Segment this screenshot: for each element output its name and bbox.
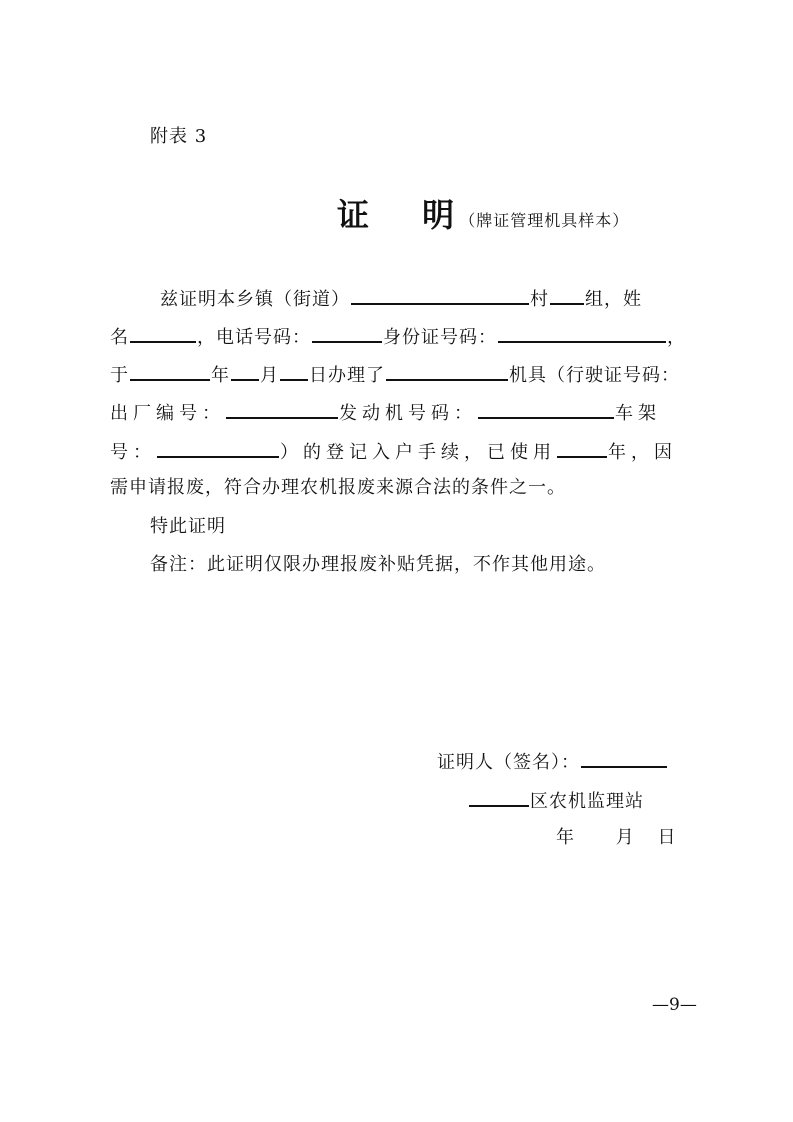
station-line <box>468 787 644 814</box>
date-line <box>556 826 676 850</box>
street-blank <box>351 285 529 305</box>
special-statement: 特此证明 <box>150 516 226 537</box>
group-blank <box>550 285 584 305</box>
signature-blank <box>581 748 667 768</box>
date-month: 月 <box>615 827 635 848</box>
name-blank <box>130 323 196 343</box>
machine-blank <box>386 361 508 381</box>
title-subtitle: （牌证管理机具样本） <box>459 211 630 230</box>
year-blank <box>130 361 210 381</box>
document-title <box>337 190 629 236</box>
title-char-2: 明 <box>422 196 455 234</box>
certifier-label: 证明人（签名）： <box>437 752 580 773</box>
factory-number-blank <box>226 399 338 419</box>
month-blank <box>231 361 259 381</box>
title-char-1: 证 <box>337 196 370 234</box>
body-line-1: 兹证明本乡镇（街道） 村 组，姓 <box>160 285 642 312</box>
day-blank <box>280 361 308 381</box>
date-year: 年 <box>556 827 575 848</box>
appendix-label: 附表 3 <box>150 126 208 147</box>
body-line-4: 出厂编号： 发动机号码： 车架 <box>110 399 661 426</box>
body-line-2: 名 ，电话号码： 身份证号码： ， <box>110 323 686 350</box>
date-day: 日 <box>657 827 677 848</box>
certifier-line <box>437 748 668 775</box>
station-label: 区农机监理站 <box>530 791 644 812</box>
body-line-5: 号： ）的登记入户手续，已使用 年，因 <box>110 438 677 465</box>
id-number-blank <box>498 323 666 343</box>
years-used-blank <box>557 438 607 458</box>
phone-blank <box>312 323 382 343</box>
district-blank <box>469 787 529 807</box>
body-line-6: 需申请报废，符合办理农机报废来源合法的条件之一。 <box>110 477 566 498</box>
body-line-3: 于 年 月 日办理了 机具（行驶证号码： <box>110 361 680 388</box>
page-number: —9— <box>652 995 697 1015</box>
engine-number-blank <box>478 399 614 419</box>
remark: 备注：此证明仅限办理报废补贴凭据，不作其他用途。 <box>150 554 606 575</box>
frame-number-blank <box>157 438 279 458</box>
